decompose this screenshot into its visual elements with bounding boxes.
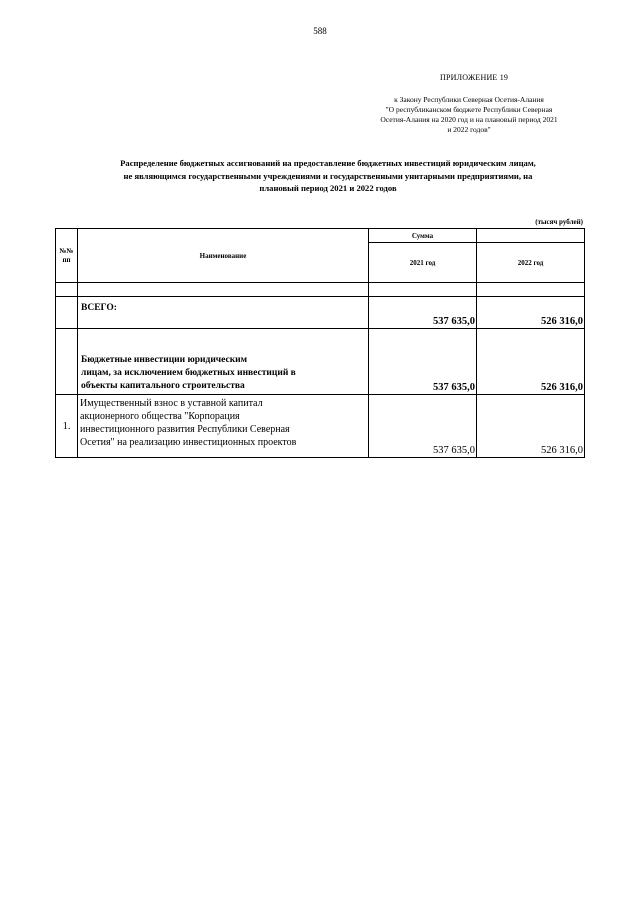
header-row-1	[56, 229, 585, 243]
appendix-subtitle	[360, 95, 578, 135]
header-year-2022: 2022 год	[477, 243, 585, 283]
header-sum-empty	[477, 229, 585, 243]
group-label-line-2: лицам, за исключением бюджетных инвестиций в	[81, 368, 296, 378]
spacer-cell	[369, 283, 477, 297]
header-year-2021: 2021 год	[369, 243, 477, 283]
appendix-line-4: и 2022 годов"	[447, 125, 491, 134]
document-title	[48, 157, 608, 195]
appendix-line-1: к Закону Республики Северная Осетия-Алания	[394, 95, 544, 104]
header-sum: Сумма	[369, 229, 477, 243]
group-row	[56, 329, 585, 395]
row-name-line-1: Имущественный взнос в уставной капитал	[80, 398, 263, 409]
header-name: Наименование	[78, 229, 369, 283]
row-name-line-2: акционерного общества "Корпорация	[80, 411, 240, 422]
row-amount-2021: 537 635,0	[369, 395, 477, 458]
table-row	[56, 395, 585, 458]
document-title-line-2: не являющимся государственными учреждениями и государственными унитарными предприятиями, на	[123, 170, 533, 181]
row-number: 1.	[56, 395, 78, 458]
row-name	[78, 395, 369, 458]
document-title-line-1: Распределение бюджетных ассигнований на предоставление бюджетных инвестиций юридическим лицам,	[120, 158, 536, 168]
group-label-line-1: Бюджетные инвестиции юридическим	[81, 355, 248, 365]
group-label	[78, 329, 369, 395]
spacer-cell	[78, 283, 369, 297]
row-name-line-3: инвестиционного развития Республики Северная	[80, 424, 290, 435]
total-label: ВСЕГО:	[78, 297, 369, 329]
total-row	[56, 297, 585, 329]
appendix-line-3: Осетия-Алания на 2020 год и на плановый период 2021	[380, 115, 558, 124]
total-amount-2022: 526 316,0	[477, 297, 585, 329]
header-number-line-1: №№	[59, 246, 74, 255]
row-amount-2022: 526 316,0	[477, 395, 585, 458]
group-number-cell	[56, 329, 78, 395]
total-amount-2021: 537 635,0	[369, 297, 477, 329]
units-label: (тысяч рублей)	[535, 218, 583, 226]
budget-table	[55, 228, 585, 458]
total-number-cell	[56, 297, 78, 329]
page-number: 588	[313, 26, 327, 36]
row-name-line-4: Осетия" на реализацию инвестиционных проектов	[80, 437, 297, 448]
spacer-row	[56, 283, 585, 297]
spacer-cell	[56, 283, 78, 297]
group-amount-2021: 537 635,0	[369, 329, 477, 395]
group-label-line-3: объекты капитального строительства	[81, 381, 245, 391]
document-title-line-3: плановый период 2021 и 2022 годов	[259, 183, 397, 193]
appendix-title: ПРИЛОЖЕНИЕ 19	[440, 73, 509, 82]
header-number	[56, 229, 78, 283]
header-number-line-2: пп	[62, 255, 71, 264]
spacer-cell	[477, 283, 585, 297]
appendix-line-2: "О республиканском бюджете Республики Северная	[385, 105, 553, 114]
group-amount-2022: 526 316,0	[477, 329, 585, 395]
